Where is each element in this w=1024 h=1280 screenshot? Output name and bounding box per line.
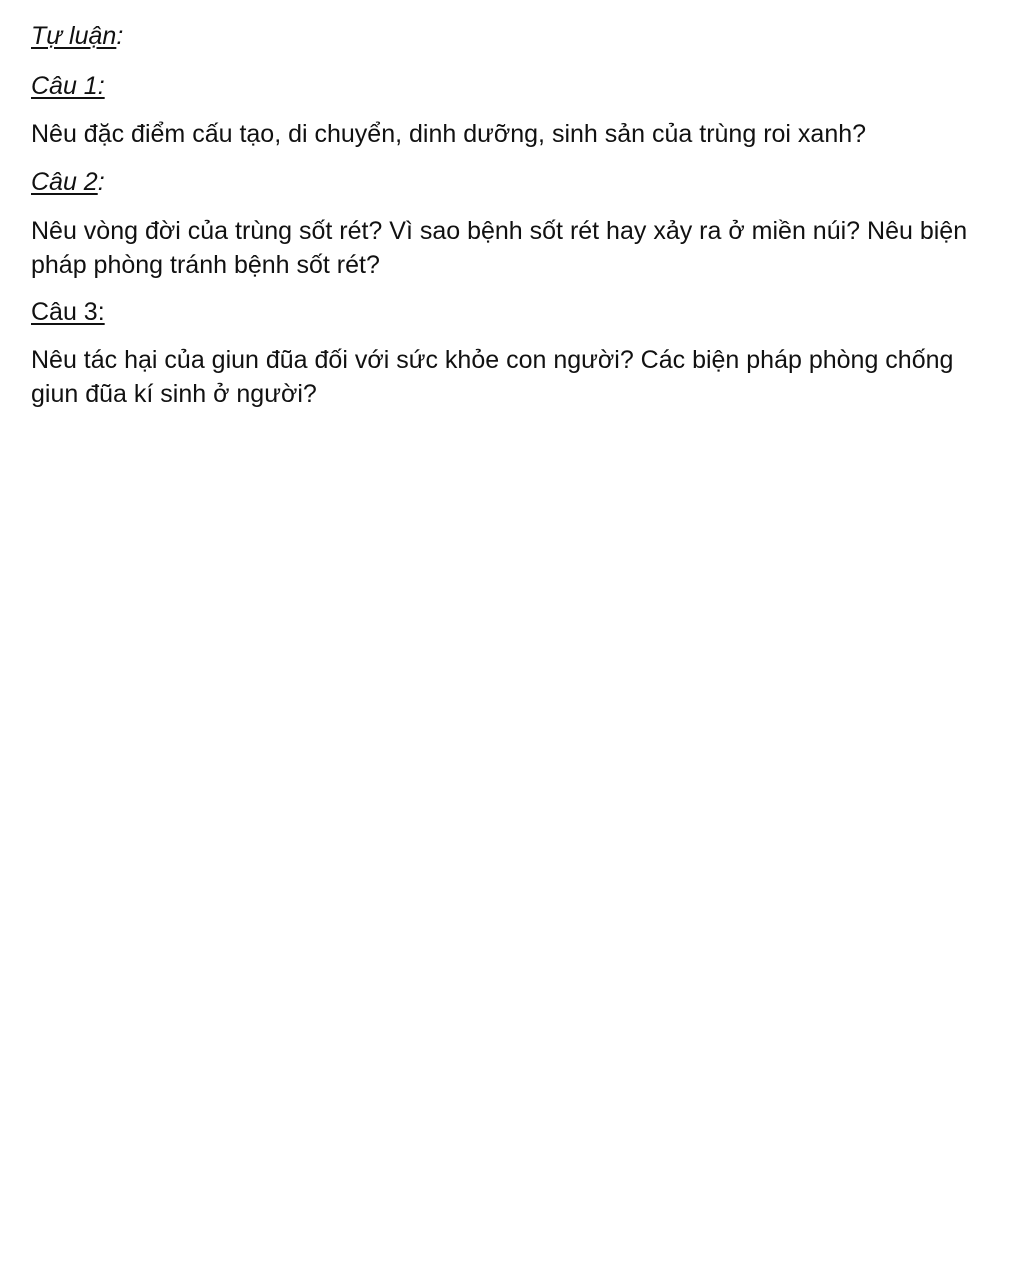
question-2-heading <box>31 164 991 200</box>
question-3-text: Nêu tác hại của giun đũa đối với sức khỏe con người? Các biện pháp phòng chống giun đũa kí sinh ở người? <box>31 346 954 408</box>
question-1-heading <box>31 68 991 104</box>
section-title <box>31 18 991 54</box>
section-title-colon: : <box>116 22 124 50</box>
question-1-label: Câu 1: <box>31 72 105 100</box>
question-2-colon: : <box>97 168 105 196</box>
question-2-label: Câu 2 <box>31 168 98 196</box>
question-3-heading <box>31 294 991 330</box>
section-title-label: Tự luận <box>31 22 117 50</box>
question-2-text: Nêu vòng đời của trùng sốt rét? Vì sao bệnh sốt rét hay xảy ra ở miền núi? Nêu biện pháp phòng tránh bệnh sốt rét? <box>31 217 968 279</box>
document-page <box>31 18 991 411</box>
question-1-text: Nêu đặc điểm cấu tạo, di chuyển, dinh dưỡng, sinh sản của trùng roi xanh? <box>31 120 867 148</box>
question-3-label: Câu 3: <box>31 298 105 326</box>
